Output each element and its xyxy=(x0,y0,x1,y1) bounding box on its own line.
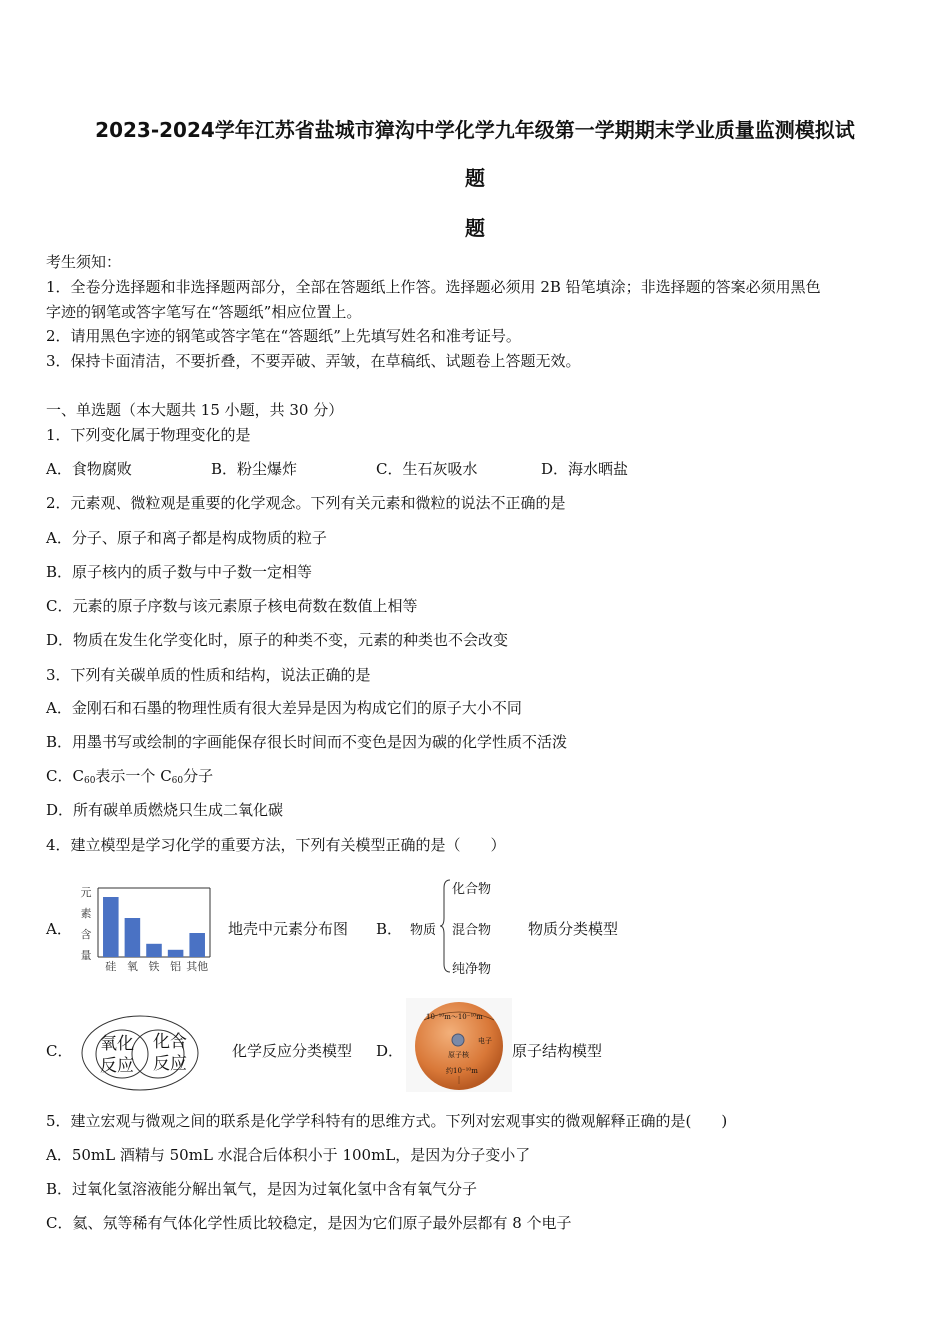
q4-b-item-compound: 化合物 xyxy=(452,882,492,897)
nucleus-icon xyxy=(452,1034,464,1046)
page-title-line3: 题 xyxy=(465,216,485,240)
q3-c-sub2: 60 xyxy=(171,776,184,786)
q2-stem: 2．元素观、微粒观是重要的化学观念。下列有关元素和微粒的说法不正确的是 xyxy=(46,494,566,512)
q4-d-bottom-label: 约10⁻¹⁰m xyxy=(446,1067,478,1075)
notice-item-1a: 1．全卷分选择题和非选择题两部分，全部在答题纸上作答。选择题必须用 2B 铅笔填涂；非选择题的答案必须用黑色 xyxy=(46,278,821,296)
q3-c-sub1: 60 xyxy=(83,776,96,786)
ylabel-char-2: 素 xyxy=(80,907,92,920)
x-tick-label: 硅 xyxy=(105,960,117,973)
page-title-line2: 题 xyxy=(465,166,485,190)
q4-option-b-caption: 物质分类模型 xyxy=(528,920,619,938)
q3-option-a: A．金刚石和石墨的物理性质有很大差异是因为构成它们的原子大小不同 xyxy=(46,699,522,717)
q4-c-oxidation-1: 氧化 xyxy=(100,1034,134,1054)
q4-option-a-letter: A． xyxy=(46,920,72,938)
ylabel-char-4: 量 xyxy=(80,949,92,962)
ylabel-char-3: 含 xyxy=(80,928,92,941)
notice-heading: 考生须知： xyxy=(46,253,122,271)
chart-ylabel xyxy=(81,886,92,962)
q2-option-c: C．元素的原子序数与该元素原子核电荷数在数值上相等 xyxy=(46,597,418,615)
q4-d-electron-label: 电子 xyxy=(478,1037,492,1045)
bar-氧 xyxy=(125,918,141,957)
q5-option-a: A．50mL 酒精与 50mL 水混合后体积小于 100mL，是因为分子变小了 xyxy=(46,1146,531,1164)
q4-option-b-letter: B． xyxy=(376,920,403,938)
q4-c-combination-2: 反应 xyxy=(153,1054,187,1074)
q3-option-c xyxy=(46,766,213,791)
q1-option-b: B．粉尘爆炸 xyxy=(211,460,298,478)
notice-item-3: 3．保持卡面清洁，不要折叠，不要弄破、弄皱，在草稿纸、试题卷上答题无效。 xyxy=(46,352,581,370)
bar-硅 xyxy=(103,897,119,957)
q4-option-d-caption: 原子结构模型 xyxy=(512,1042,603,1060)
q3-c-pre: C．C xyxy=(46,767,84,785)
page-title-line1: 2023-2024学年江苏省盐城市獐沟中学化学九年级第一学期期末学业质量监测模拟试 xyxy=(95,118,855,142)
q4-b-root: 物质 xyxy=(410,923,437,938)
section-heading: 一、单选题（本大题共 15 小题，共 30 分） xyxy=(46,401,344,419)
q4-d-top-label: 10⁻¹⁰m～10⁻¹⁰m xyxy=(426,1013,483,1021)
bar-其他 xyxy=(189,933,205,957)
q1-stem: 1．下列变化属于物理变化的是 xyxy=(46,426,251,444)
crust-element-bar-chart xyxy=(76,884,216,974)
brace-icon xyxy=(440,878,452,974)
notice-item-1b: 字迹的钢笔或答字笔写在“答题纸”相应位置上。 xyxy=(46,303,362,321)
q3-stem: 3．下列有关碳单质的性质和结构，说法正确的是 xyxy=(46,666,371,684)
q3-c-post: 分子 xyxy=(183,767,214,785)
q4-c-oxidation-2: 反应 xyxy=(100,1056,134,1076)
q4-stem: 4．建立模型是学习化学的重要方法，下列有关模型正确的是（ ） xyxy=(46,836,506,854)
x-tick-label: 氧 xyxy=(126,960,138,973)
q5-option-c: C．氦、氖等稀有气体化学性质比较稳定，是因为它们原子最外层都有 8 个电子 xyxy=(46,1214,572,1232)
q4-b-item-pure: 纯净物 xyxy=(452,962,492,977)
q4-b-item-mixture: 混合物 xyxy=(452,923,492,938)
x-tick-label: 其他 xyxy=(186,960,209,973)
q4-option-c-caption: 化学反应分类模型 xyxy=(232,1042,353,1060)
reaction-venn-diagram xyxy=(80,1014,202,1092)
q4-option-d-letter: D． xyxy=(376,1042,404,1060)
q5-option-b: B．过氧化氢溶液能分解出氧气，是因为过氧化氢中含有氧气分子 xyxy=(46,1180,478,1198)
q4-c-combination-1: 化合 xyxy=(153,1032,187,1052)
q4-option-c-letter: C． xyxy=(46,1042,73,1060)
q2-option-a: A．分子、原子和离子都是构成物质的粒子 xyxy=(46,529,327,547)
q1-option-a: A．食物腐败 xyxy=(46,460,132,478)
bar-铁 xyxy=(146,944,162,957)
ylabel-char-1: 元 xyxy=(80,886,92,899)
q5-stem: 5．建立宏观与微观之间的联系是化学学科特有的思维方式。下列对宏观事实的微观解释正确的是( ) xyxy=(46,1112,728,1130)
bar-铝 xyxy=(168,950,184,957)
q2-option-b: B．原子核内的质子数与中子数一定相等 xyxy=(46,563,313,581)
q4-d-nucleus-label: 原子核 xyxy=(448,1051,469,1059)
q3-option-b: B．用墨书写或绘制的字画能保存很长时间而不变色是因为碳的化学性质不活泼 xyxy=(46,733,568,751)
q1-option-d: D．海水晒盐 xyxy=(541,460,629,478)
q3-option-d: D．所有碳单质燃烧只生成二氧化碳 xyxy=(46,801,284,819)
x-tick-label: 铝 xyxy=(170,960,182,973)
q2-option-d: D．物质在发生化学变化时，原子的种类不变，元素的种类也不会改变 xyxy=(46,631,509,649)
notice-item-2: 2．请用黑色字迹的钢笔或答字笔在“答题纸”上先填写姓名和准考证号。 xyxy=(46,327,521,345)
q4-option-a-caption: 地壳中元素分布图 xyxy=(228,920,349,938)
q3-c-mid: 表示一个 C xyxy=(95,767,172,785)
x-tick-label: 铁 xyxy=(148,960,160,973)
q1-option-c: C．生石灰吸水 xyxy=(376,460,478,478)
